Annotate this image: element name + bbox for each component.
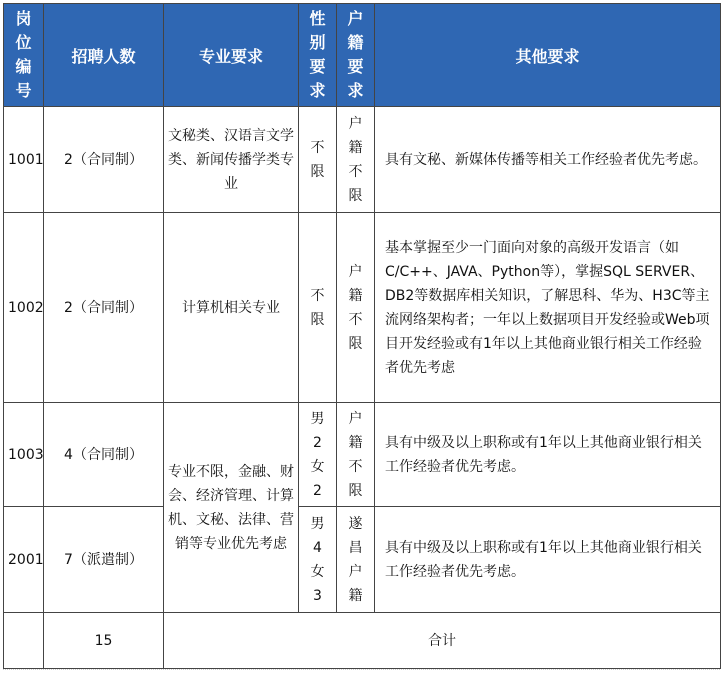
- header-gender-text: 性 别 要 求: [309, 9, 326, 100]
- table-row: [4, 403, 721, 507]
- post-code-cell: 1001: [4, 107, 44, 213]
- hukou-cell: [337, 107, 375, 213]
- gender-cell: [299, 507, 337, 613]
- hukou-cell: [337, 213, 375, 403]
- gender-text: 男 2 女 2: [310, 410, 325, 499]
- hukou-text: 户 籍 不 限: [348, 263, 363, 352]
- header-hukou-text: 户 籍 要 求: [347, 9, 364, 100]
- gender-text: 男 4 女 3: [310, 515, 325, 604]
- total-row: [4, 613, 721, 669]
- header-hukou: [337, 4, 375, 107]
- header-post-code-text: 岗 位 编 号: [15, 9, 32, 100]
- count-cell: 7（派遣制）: [44, 507, 164, 613]
- gender-cell: [299, 107, 337, 213]
- header-post-code: [4, 4, 44, 107]
- hukou-text: 遂 昌 户 籍: [348, 515, 363, 604]
- other-cell: 具有中级及以上职称或有1年以上其他商业银行相关工作经验者优先考虑。: [375, 403, 721, 507]
- other-cell: 基本掌握至少一门面向对象的高级开发语言（如C/C++、JAVA、Python等），掌握SQL SERVER、DB2等数据库相关知识，了解思科、华为、H3C等主流网络架构者；一年以上数据项目开发经验或Web项目开发经验或有1年以上其他商业银行相关工作经验者优先考虑: [375, 213, 721, 403]
- hukou-cell: [337, 403, 375, 507]
- gender-cell: [299, 403, 337, 507]
- next-row-divider: [3, 669, 720, 670]
- other-cell: 具有中级及以上职称或有1年以上其他商业银行相关工作经验者优先考虑。: [375, 507, 721, 613]
- count-cell: 2（合同制）: [44, 213, 164, 403]
- post-code-cell: 2001: [4, 507, 44, 613]
- table-row: [4, 213, 721, 403]
- major-cell: 文秘类、汉语言文学类、新闻传播学类专业: [164, 107, 299, 213]
- header-gender: [299, 4, 337, 107]
- count-cell: 4（合同制）: [44, 403, 164, 507]
- table-row: [4, 507, 721, 613]
- gender-text: 不 限: [310, 139, 325, 180]
- header-count: 招聘人数: [44, 4, 164, 107]
- header-major: 专业要求: [164, 4, 299, 107]
- hukou-text: 户 籍 不 限: [348, 410, 363, 499]
- total-count-cell: 15: [44, 613, 164, 669]
- total-empty-cell: [4, 613, 44, 669]
- count-cell: 2（合同制）: [44, 107, 164, 213]
- gender-cell: [299, 213, 337, 403]
- table-row: [4, 107, 721, 213]
- header-row: [4, 4, 721, 107]
- post-code-cell: 1002: [4, 213, 44, 403]
- hukou-cell: [337, 507, 375, 613]
- gender-text: 不 限: [310, 287, 325, 328]
- total-label-cell: 合计: [164, 613, 721, 669]
- post-code-cell: 1003: [4, 403, 44, 507]
- header-other: 其他要求: [375, 4, 721, 107]
- major-cell: 计算机相关专业: [164, 213, 299, 403]
- recruitment-table: [3, 3, 721, 669]
- other-cell: 具有文秘、新媒体传播等相关工作经验者优先考虑。: [375, 107, 721, 213]
- major-cell: 专业不限，金融、财会、经济管理、计算机、文秘、法律、营销等专业优先考虑: [164, 403, 299, 613]
- hukou-text: 户 籍 不 限: [348, 115, 363, 204]
